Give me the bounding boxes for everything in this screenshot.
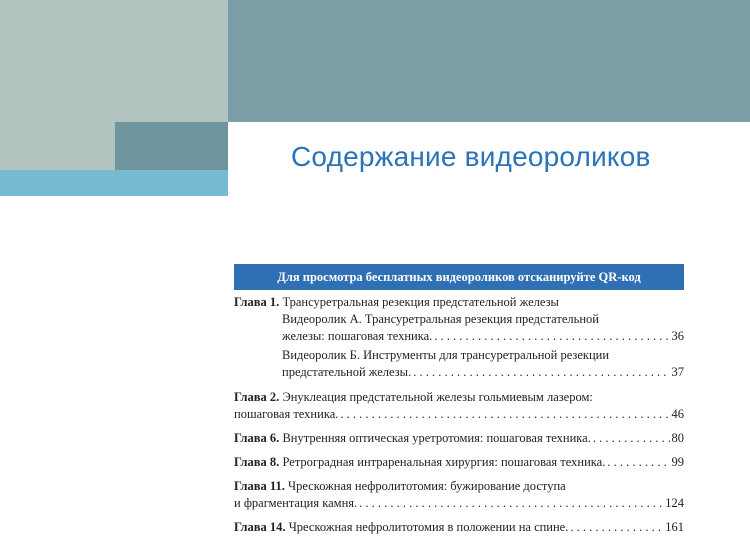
chapter-label: Глава 14. [234,520,286,534]
toc-chapter-6[interactable] [234,430,684,447]
dot-leader [570,519,663,536]
decor-block-blue [0,170,228,196]
qr-banner-text: Для просмотра бесплатных видеороликов отсканируйте QR-код [277,269,641,284]
toc-chapter-11-line2[interactable] [234,495,684,512]
qr-banner [234,264,684,290]
toc-video-b-line1[interactable] [282,347,684,364]
toc-chapter-11[interactable] [234,478,684,495]
toc-chapter-2-line2[interactable] [234,406,684,423]
page-title: Содержание видеороликов [291,141,651,172]
chapter-label: Глава 6. [234,431,280,445]
chapter-title-cont: пошаговая техника. [234,407,339,421]
dot-leader [359,495,663,512]
page-number: 99 [671,455,684,469]
toc-chapter-8[interactable] [234,454,684,471]
chapter-title-cont: и фрагментация камня. [234,496,358,510]
chapter-label: Глава 1. [234,295,280,309]
chapter-label: Глава 2. [234,390,280,404]
page-number: 37 [671,365,684,379]
chapter-title: Энуклеация предстательной железы гольмиевым лазером: [279,390,593,404]
chapter-title: Чрескожная нефролитотомия: бужирование доступа [284,479,566,493]
page-number: 161 [665,520,684,534]
page-number: 124 [665,496,684,510]
video-title-cont: предстательной железы. [282,365,412,379]
chapter-label: Глава 11. [234,479,285,493]
video-title-cont: железы: пошаговая техника. [282,329,433,343]
video-title: Видеоролик Б. Инструменты для трансуретральной резекции [282,348,610,362]
dot-leader [413,364,669,381]
chapter-title: Чрескожная нефролитотомия в положении на спине. [285,520,569,534]
chapter-title: Ретроградная интраренальная хирургия: пошаговая техника. [279,455,606,469]
page-number: 80 [671,431,684,445]
dot-leader [340,406,669,423]
toc-chapter-1[interactable] [234,294,684,311]
toc-chapter-2[interactable] [234,389,684,406]
decor-block-dark-teal [115,122,228,170]
dot-leader [607,454,669,471]
page-number: 36 [671,329,684,343]
toc-video-a-line1[interactable] [282,311,684,328]
toc-video-b-line2[interactable] [282,364,684,381]
toc-video-a-line2[interactable] [282,328,684,345]
toc-chapter-14[interactable] [234,519,684,536]
video-title: Видеоролик А. Трансуретральная резекция предстательной [282,312,599,326]
dot-leader [593,430,670,447]
chapter-label: Глава 8. [234,455,280,469]
dot-leader [434,328,669,345]
chapter-title: Внутренняя оптическая уретротомия: пошаговая техника. [279,431,591,445]
decor-block-teal [228,0,750,122]
page-number: 46 [671,407,684,421]
chapter-title: Трансуретральная резекция предстательной железы [279,295,559,309]
